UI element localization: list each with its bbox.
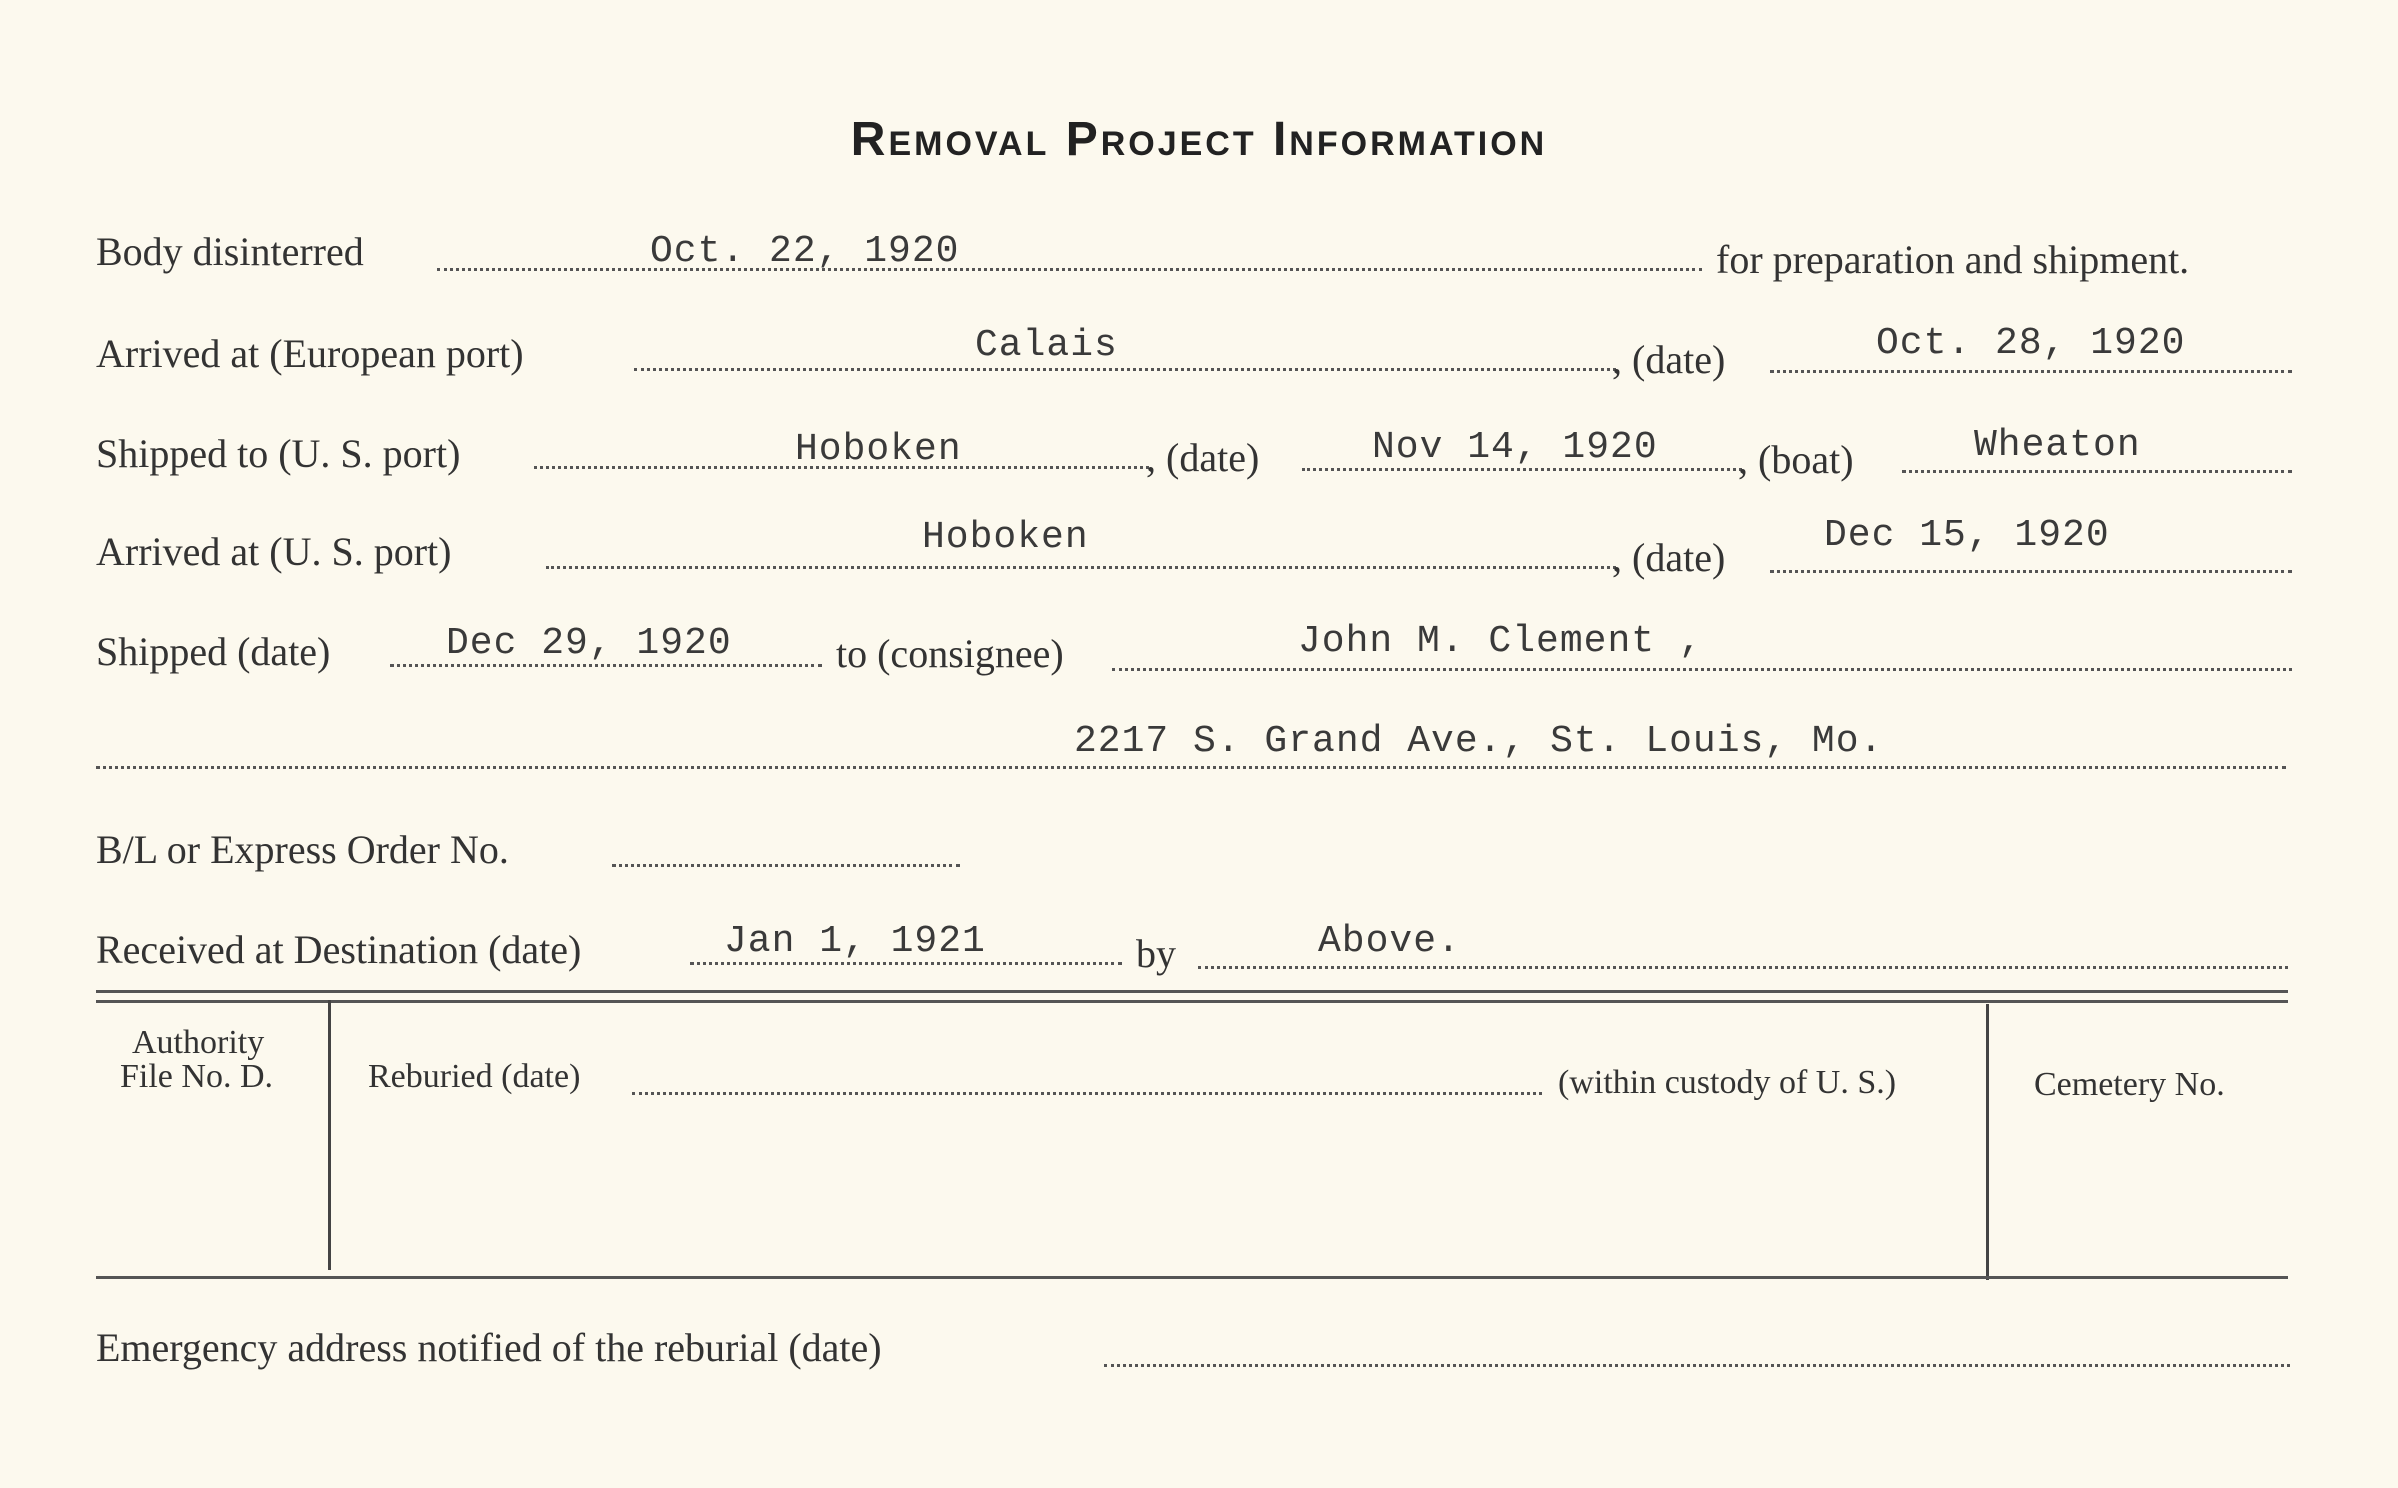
top-rule-inner [96,1000,2288,1003]
disinterred-line [437,268,1702,271]
custody-label: (within custody of U. S.) [1558,1064,1897,1101]
arrived-us-label: Arrived at (U. S. port) [96,529,452,574]
disinterred-suffix: for preparation and shipment. [1716,237,2190,282]
authority-label: Authority [132,1024,265,1061]
top-rule [96,990,2288,993]
file-no-label: File No. D. [120,1058,273,1095]
received-by: Above. [1318,920,1461,963]
page-title: Removal Project Information [850,113,1548,166]
shipped-us-date-label: , (date) [1146,435,1260,480]
arrived-eu-date-label: , (date) [1612,337,1726,382]
arrived-eu-label: Arrived at (European port) [96,331,524,376]
arrived-eu-port: Calais [975,324,1118,367]
box-divider-left [328,1000,331,1270]
arrived-us-date-label: , (date) [1612,535,1726,580]
arrived-us-line [546,566,1616,569]
shipped-us-date: Nov 14, 1920 [1372,426,1658,469]
arrived-us-date-line [1770,570,2292,573]
bl-line [612,864,960,867]
shipped-us-label: Shipped to (U. S. port) [96,431,461,476]
arrived-eu-date: Oct. 28, 1920 [1876,322,2186,365]
disinterred-date: Oct. 22, 1920 [650,230,960,273]
arrived-us-port: Hoboken [922,516,1089,559]
arrived-eu-line [634,368,1616,371]
shipped-us-boat: Wheaton [1974,424,2141,467]
reburied-line [632,1092,1542,1095]
shipped-us-boat-label: , (boat) [1738,437,1854,482]
shipped-us-boat-line [1902,470,2292,473]
received-by-line [1198,966,2288,969]
bl-label: B/L or Express Order No. [96,827,509,872]
consignee-address: 2217 S. Grand Ave., St. Louis, Mo. [1074,720,1884,763]
arrived-us-date: Dec 15, 1920 [1824,514,2110,557]
box-divider-right [1986,1004,1989,1280]
shipped-date: Dec 29, 1920 [446,622,732,665]
arrived-eu-date-line [1770,370,2292,373]
address-line [96,766,2286,769]
shipped-us-port: Hoboken [795,428,962,471]
consignee-line [1112,668,2292,671]
consignee-label: to (consignee) [836,631,1064,676]
consignee-name: John M. Clement , [1298,620,1703,663]
received-by-label: by [1136,931,1176,976]
received-label: Received at Destination (date) [96,927,582,972]
shipped-date-label: Shipped (date) [96,629,331,674]
received-date: Jan 1, 1921 [724,920,986,963]
reburied-label: Reburied (date) [368,1058,581,1095]
cemetery-label: Cemetery No. [2034,1066,2225,1103]
bottom-rule [96,1276,2288,1279]
disinterred-label: Body disinterred [96,229,364,274]
emergency-line [1104,1364,2290,1367]
emergency-label: Emergency address notified of the reburial (date) [96,1325,882,1370]
